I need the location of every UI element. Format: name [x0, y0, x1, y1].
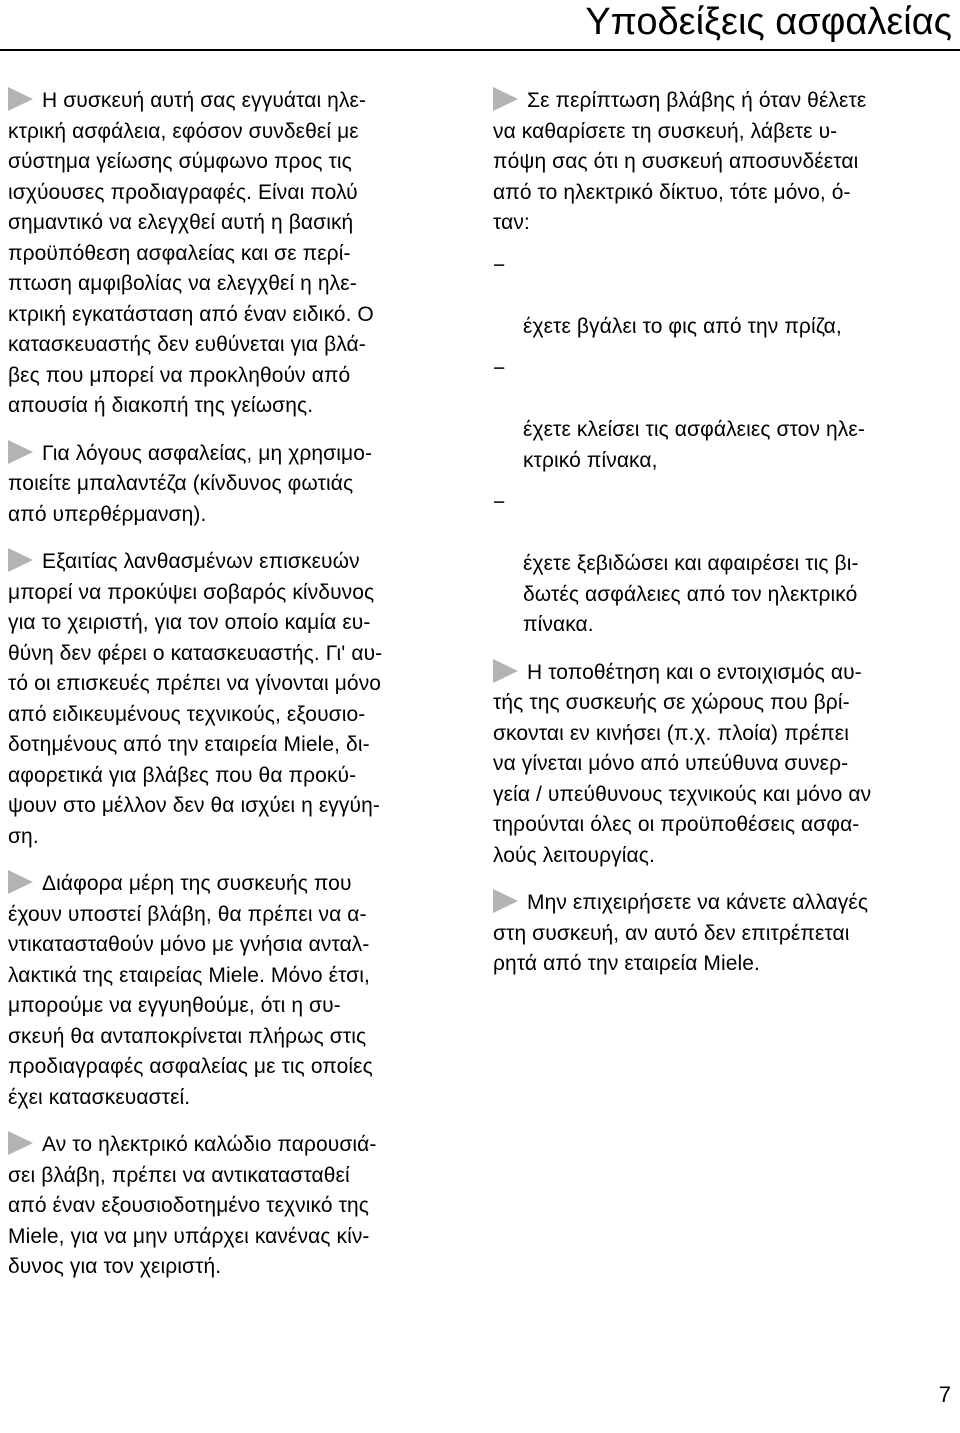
dash-marker: −	[493, 253, 506, 277]
paragraph-text: Σε περίπτωση βλάβης ή όταν θέλετε να καθαρίσετε τη συσκευή, λάβετε υ- πόψη σας ότι η συσκευή αποσυνδέεται από το ηλεκτρικό δίκτυο, τότε μόνο, ό- ταν:	[493, 89, 867, 234]
paragraph-text: Για λόγους ασφαλείας, μη χρησιμο- ποιείτε μπαλαντέζα (κίνδυνος φωτιάς από υπερθέρμανση).	[8, 441, 373, 526]
safety-paragraph	[8, 86, 463, 422]
triangle-right-icon	[493, 87, 518, 111]
left-column	[8, 86, 463, 1283]
triangle-right-icon	[8, 548, 33, 572]
safety-paragraph	[493, 888, 955, 980]
paragraph-text: Η συσκευή αυτή σας εγγυάται ηλε- κτρική ασφάλεια, εφόσον συνδεθεί με σύστημα γείωσης σύμφωνο προς τις ισχύουσες προδιαγραφές. Είναι πολύ σημαντικό να ελεγχθεί αυτή η βασική προϋπόθεση ασφαλείας και σε περί- πτωση αμφιβολίας να ελεγχθεί η ηλε- κτρική εγκατάσταση από έναν ειδικό. Ο κατασκευαστής δεν ευθύνεται για βλά- βες που μπορεί να προκληθούν από απουσία ή διακοπή της γείωσης.	[8, 89, 374, 417]
triangle-right-icon	[8, 870, 33, 894]
safety-paragraph	[493, 658, 955, 872]
dash-marker: −	[493, 491, 506, 514]
safety-paragraph	[493, 86, 955, 239]
safety-paragraph	[8, 869, 463, 1113]
paragraph-text: Διάφορα μέρη της συσκευής που έχουν υποστεί βλάβη, θα πρέπει να α- ντικατασταθούν μόνο με γνήσια ανταλ- λακτικά της εταιρείας Miele. Μόνο έτσι, μπορούμε να εγγυηθούμε, ότι η συ- σκευή θα ανταποκρίνεται πλήρως στις προδιαγραφές ασφαλείας με τις οποίες έχει κατασκευαστεί.	[8, 872, 373, 1109]
list-item	[493, 251, 955, 343]
page-number: 7	[938, 1382, 951, 1407]
list-item-text: έχετε ξεβιδώσει και αφαιρέσει τις βι- δωτές ασφάλειες από τον ηλεκτρικό πίνακα.	[523, 552, 859, 636]
triangle-right-icon	[493, 659, 518, 683]
paragraph-text: Εξαιτίας λανθασμένων επισκευών μπορεί να προκύψει σοβαρός κίνδυνος για το χειριστή, για τον οποίο καμία ευ- θύνη δεν φέρει ο κατασκευαστής. Γι' αυ- τό οι επισκευές πρέπει να γίνονται μόνο από ειδικευμένους τεχνικούς, εξουσιο- δοτημένους από την εταιρεία Miele, δι- αφορετικά για βλάβες που θα προκύ- ψουν στο μέλλον δεν θα ισχύει η εγγύη- ση.	[8, 550, 383, 848]
list-item-text: έχετε κλείσει τις ασφάλειες στον ηλε- κτρικό πίνακα,	[523, 418, 865, 472]
paragraph-text: Αν το ηλεκτρικό καλώδιο παρουσιά- σει βλάβη, πρέπει να αντικατασταθεί από έναν εξουσιοδοτημένο τεχνικό της Miele, για να μην υπάρχει κανένας κίν- δυνος για τον χειριστή.	[8, 1133, 377, 1278]
right-column	[493, 86, 955, 980]
safety-paragraph	[8, 1130, 463, 1283]
triangle-right-icon	[8, 1131, 33, 1155]
safety-paragraph	[8, 439, 463, 531]
list-item	[493, 354, 955, 476]
dash-marker: −	[493, 357, 506, 380]
triangle-right-icon	[8, 87, 33, 111]
list-item-text: έχετε βγάλει το φις από την πρίζα,	[523, 314, 842, 338]
page-title: Υποδείξεις ασφαλείας	[585, 1, 952, 43]
paragraph-text: Μην επιχειρήσετε να κάνετε αλλαγές στη συσκευή, αν αυτό δεν επιτρέπεται ρητά από την εταιρεία Miele.	[493, 891, 869, 975]
list-item	[493, 488, 955, 641]
triangle-right-icon	[493, 889, 518, 913]
safety-paragraph	[8, 547, 463, 852]
paragraph-text: Η τοποθέτηση και ο εντοιχισμός αυ- τής της συσκευής σε χώρους που βρί- σκονται εν κινήσει (π.χ. πλοία) πρέπει να γίνεται μόνο από υπεύθυνα συνερ- γεία / υπεύθυνους τεχνικούς και μόνο αν τηρούνται όλες οι προϋποθέσεις ασφα- λούς λειτουργίας.	[493, 660, 872, 867]
title-divider	[0, 49, 960, 51]
triangle-right-icon	[8, 440, 33, 464]
